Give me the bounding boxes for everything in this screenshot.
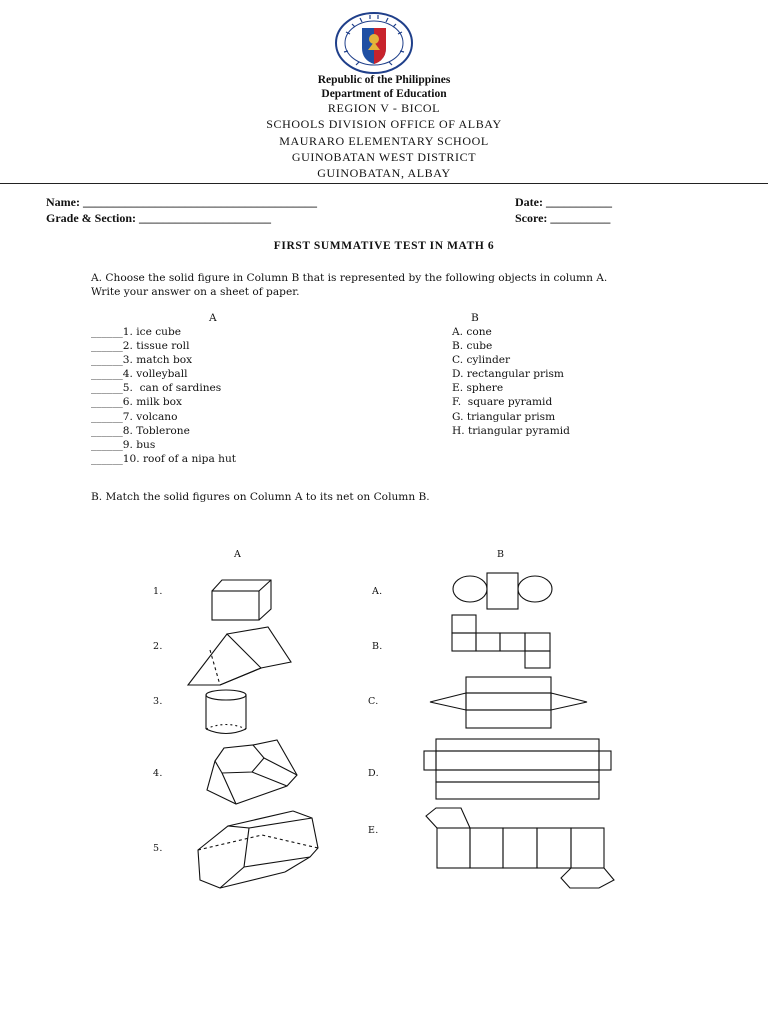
list-item: ______5. can of sardines xyxy=(91,382,222,395)
list-item: ______1. ice cube xyxy=(91,326,182,338)
net-label-b: B. xyxy=(372,641,383,652)
test-title: FIRST SUMMATIVE TEST IN MATH 6 xyxy=(273,240,495,252)
net-label-c: C. xyxy=(368,696,379,707)
part-a-instruction-line2: Write your answer on a sheet of paper. xyxy=(91,286,300,298)
solid-label-3: 3. xyxy=(153,696,163,707)
header-location: GUINOBATAN, ALBAY xyxy=(317,166,451,180)
header-district: GUINOBATAN WEST DISTRICT xyxy=(291,150,477,164)
net-label-a: A. xyxy=(372,586,383,597)
solid-label-2: 2. xyxy=(153,641,163,652)
score-field: Score: __________ xyxy=(515,211,611,225)
choice-item: F. square pyramid xyxy=(452,396,553,409)
list-item: ______6. milk box xyxy=(91,396,182,409)
list-item: ______4. volleyball xyxy=(91,368,188,381)
choice-item: E. sphere xyxy=(452,382,504,395)
header-republic: Republic of the Philippines xyxy=(317,74,451,86)
cube-net xyxy=(452,615,550,668)
part-b-column-a-header: A xyxy=(234,549,242,560)
list-item: ______7. volcano xyxy=(91,410,178,423)
part-a-column-a-header: A xyxy=(209,312,217,324)
choice-item: G. triangular prism xyxy=(452,410,556,423)
list-item: ______8. Toblerone xyxy=(91,424,190,437)
choice-item: A. cone xyxy=(452,326,492,338)
part-a-instruction-line1: A. Choose the solid figure in Column B that is represented by the following objects in column A. xyxy=(91,272,608,284)
solid-label-1: 1. xyxy=(153,586,163,597)
pentagonal-prism-solid xyxy=(207,740,297,804)
grade-section-field: Grade & Section: ______________________ xyxy=(46,211,271,225)
choice-item: D. rectangular prism xyxy=(452,368,564,381)
name-field: Name: _______________________________________ xyxy=(46,195,317,209)
date-field: Date: ___________ xyxy=(515,195,612,209)
list-item: ______3. match box xyxy=(91,354,193,367)
list-item: ______9. bus xyxy=(91,438,156,451)
pentagonal-prism-net xyxy=(426,808,614,888)
hexagonal-prism-solid xyxy=(198,811,318,888)
net-label-d: D. xyxy=(368,768,379,779)
part-a-column-b-header: B xyxy=(471,312,479,324)
part-b-instruction: B. Match the solid figures on Column A to its net on Column B. xyxy=(91,491,430,503)
header-division: SCHOOLS DIVISION OFFICE OF ALBAY xyxy=(266,117,502,131)
solid-label-5: 5. xyxy=(153,843,163,854)
rectangular-prism-solid xyxy=(212,580,271,620)
solid-label-4: 4. xyxy=(153,768,163,779)
net-label-e: E. xyxy=(368,825,379,836)
cylinder-solid xyxy=(206,690,246,734)
choice-item: C. cylinder xyxy=(452,354,511,367)
triangular-prism-solid xyxy=(188,627,291,685)
triangular-prism-net xyxy=(430,677,587,728)
list-item: ______10. roof of a nipa hut xyxy=(91,452,237,465)
list-item: ______2. tissue roll xyxy=(91,340,190,353)
header-school: MAURARO ELEMENTARY SCHOOL xyxy=(279,134,489,148)
cylinder-net xyxy=(453,573,552,609)
part-b-column-b-header: B xyxy=(497,549,505,560)
choice-item: H. triangular pyramid xyxy=(452,424,570,437)
header-department: Department of Education xyxy=(321,88,447,100)
choice-item: B. cube xyxy=(452,340,493,353)
header-region: REGION V - BICOL xyxy=(327,101,441,115)
rectangular-prism-net xyxy=(424,739,611,799)
